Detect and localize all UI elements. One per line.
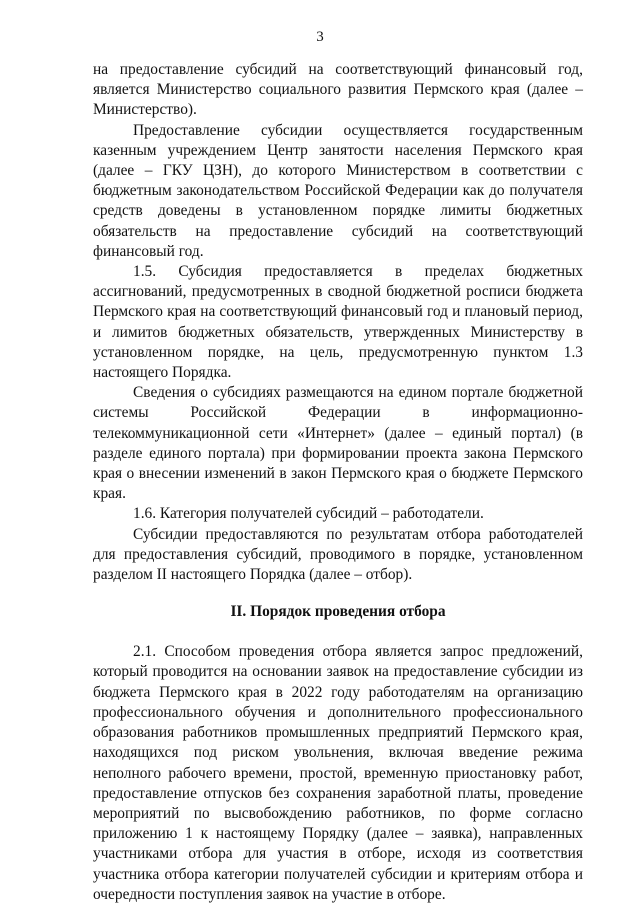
paragraph-portal-info: Сведения о субсидиях размещаются на едином портале бюджетной системы Российской Федерации в информационно-телекоммуникационной сети «Интернет» (далее – единый портал) (в разделе единого портала) при формировании проекта закона Пермского края о внесении изменений в закон Пермского края о бюджете Пермского края. <box>93 384 583 503</box>
paragraph-subsidy-provider: Предоставление субсидии осуществляется государственным казенным учреждением Центр занятости населения Пермского края (далее – ГКУ ЦЗН), до которого Министерством в соответствии с бюджетным законодательством Российской Федерации как до получателя средств доведены в установленном порядке лимиты бюджетных обязательств на предоставление субсидий на соответствующий финансовый год. <box>93 121 583 260</box>
document-body <box>93 60 583 905</box>
paragraph-1-6: 1.6. Категория получателей субсидий – работодатели. <box>133 505 484 523</box>
paragraph-1-5: 1.5. Субсидия предоставляется в пределах бюджетных ассигнований, предусмотренных в сводной бюджетной росписи бюджета Пермского края на соответствующий финансовый год и плановый период, и лимитов бюджетных обязательств, утвержденных Министерству в установленном порядке, на цель, предусмотренную пунктом 1.3 настоящего Порядка. <box>93 263 583 382</box>
paragraph-2-1: 2.1. Способом проведения отбора является запрос предложений, который проводится на основании заявок на предоставление субсидии из бюджета Пермского края в 2022 году работодателям на организацию профессионального обучения и дополнительного профессионального образования работников промышленных предприятий Пермского края, находящихся под риском увольнения, включая введение режима неполного рабочего времени, простой, временную приостановку работ, предоставление отпусков без сохранения заработной платы, проведение мероприятий по высвобождению работников, по форме согласно приложению 1 к настоящему Порядку (далее – заявка), направленных участниками отбора для участия в отборе, исходя из соответствия участника отбора категории получателей субсидии и критериям отбора и очередности поступления заявок на участие в отборе. <box>93 643 583 903</box>
section-heading: II. Порядок проведения отбора <box>230 603 446 621</box>
paragraph-responsible-ministry: на предоставление субсидий на соответствующий финансовый год, является Министерство социального развития Пермского края (далее – Министерство). <box>93 61 583 119</box>
page-number: 3 <box>316 29 324 45</box>
paragraph-selection-results: Субсидии предоставляются по результатам отбора работодателей для предоставления субсидий, проводимого в порядке, установленном разделом II настоящего Порядка (далее – отбор). <box>93 525 583 584</box>
